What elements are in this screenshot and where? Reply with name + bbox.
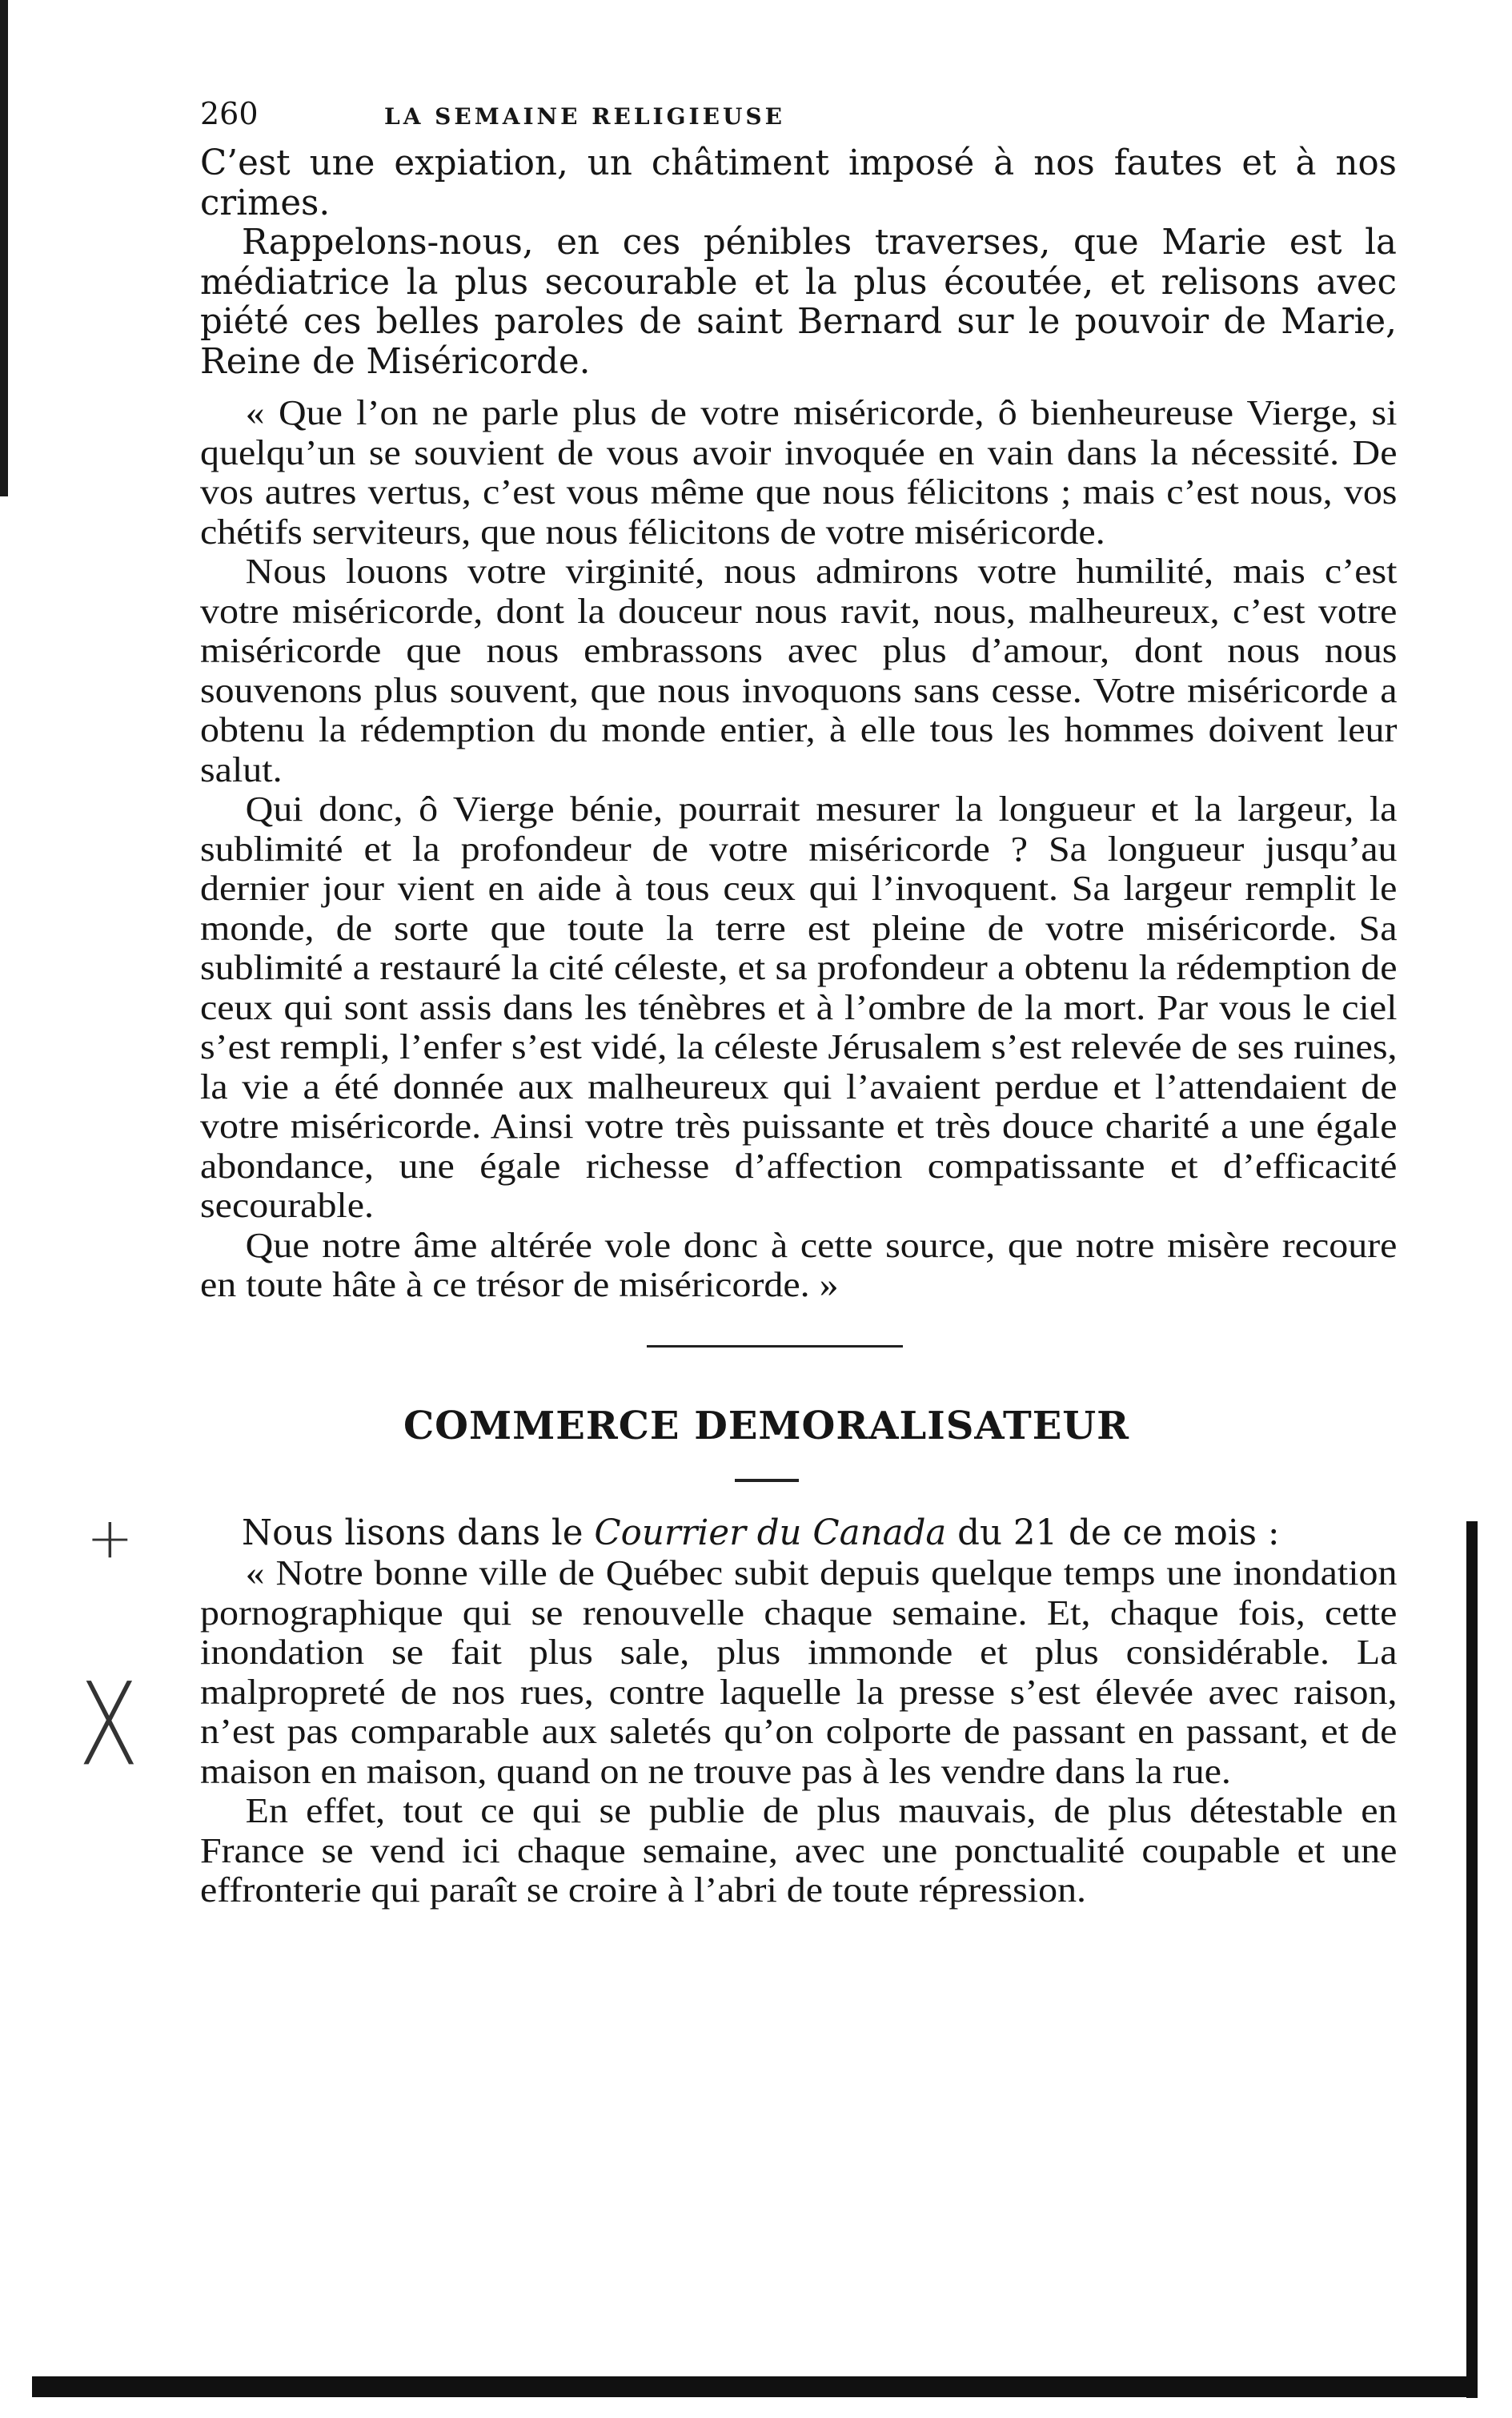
- page-number: 260: [200, 96, 259, 131]
- running-title: LA SEMAINE RELIGIEUSE: [384, 103, 785, 130]
- journal-title: Courrier du Canada: [594, 1512, 947, 1553]
- intro-text-end: du 21 de ce mois :: [946, 1512, 1280, 1553]
- section-separator: [647, 1345, 903, 1348]
- scan-edge-bottom: [32, 2376, 1478, 2397]
- paragraph: Nous louons votre virginité, nous admirons votre humilité, mais c’est votre miséricorde, dont la douceur nous ravit, nous, malheureux, c’est votre miséricorde que nous embrassons avec plus d’amour, dont nous nous souvenons plus souvent, que nous invoquons sans cesse. Votre miséricorde a obtenu la rédemption du monde entier, à elle tous les hommes doivent leur salut.: [200, 552, 1398, 789]
- paragraph: En effet, tout ce qui se publie de plus mauvais, de plus détestable en France se vend ici chaque semaine, avec une ponctualité coupable et une effronterie qui paraît se croire à l’abri de toute répression.: [200, 1791, 1398, 1910]
- paragraph: « Que l’on ne parle plus de votre miséricorde, ô bienheureuse Vierge, si quelqu’un se souvient de vous avoir invoquée en vain dans la nécessité. De vos autres vertus, c’est vous même que nous félicitons ; mais c’est nous, vos chétifs serviteurs, que nous félicitons de votre miséricorde.: [200, 393, 1398, 552]
- section-intro: [200, 1514, 1397, 1554]
- scan-edge-left: [0, 0, 8, 496]
- title-rule: [735, 1479, 799, 1482]
- paragraph: « Notre bonne ville de Québec subit depuis quelque temps une inondation pornographique qui se renouvelle chaque semaine. Et, chaque fois, cette inondation se fait plus sale, plus immonde et plus considérable. La malpropreté de nos rues, contre laquelle la presse s’est élevée avec raison, n’est pas comparable aux saletés qu’on colporte de passant en passant, et de maison en maison, quand on ne trouve pas à les vendre dans la rue.: [200, 1553, 1398, 1791]
- running-head: [200, 96, 1397, 144]
- paragraph: Que notre âme altérée vole donc à cette source, que notre misère recoure en toute hâte à ce trésor de miséricorde. »: [200, 1225, 1398, 1304]
- margin-cross-mark: +: [86, 1505, 134, 1571]
- margin-x-mark: X: [78, 1657, 139, 1792]
- section-title: COMMERCE DEMORALISATEUR: [403, 1403, 1130, 1448]
- paragraph: Qui donc, ô Vierge bénie, pourrait mesurer la longueur et la largeur, la sublimité et la profondeur de votre miséricorde ? Sa longueur jusqu’au dernier jour vient en aide à tous ceux qui l’invoquent. Sa largeur remplit le monde, de sorte que toute la terre est pleine de votre miséricorde. Sa sublimité a restauré la cité céleste, et sa profondeur a obtenu la rédemption de ceux qui sont assis dans les ténèbres et à l’ombre de la mort. Par vous le ciel s’est rempli, l’enfer s’est vidé, la céleste Jérusalem s’est relevée de ses ruines, la vie a été donnée aux malheureux qui l’avaient perdue et l’attendaient de votre miséricorde. Ainsi votre très puissante et très douce charité a une égale abondance, une égale richesse d’affection compatissante et d’efficacité secourable.: [200, 789, 1398, 1225]
- paragraph: Rappelons-nous, en ces pénibles traverses, que Marie est la médiatrice la plus secourable et la plus écoutée, et relisons avec piété ces belles paroles de saint Bernard sur le pouvoir de Marie, Reine de Miséricorde.: [200, 223, 1397, 382]
- intro-text: Nous lisons dans le: [242, 1512, 595, 1553]
- paragraph: C’est une expiation, un châtiment imposé à nos fautes et à nos crimes.: [200, 143, 1397, 223]
- scan-edge-right: [1466, 1521, 1478, 2398]
- page: [200, 96, 1397, 1910]
